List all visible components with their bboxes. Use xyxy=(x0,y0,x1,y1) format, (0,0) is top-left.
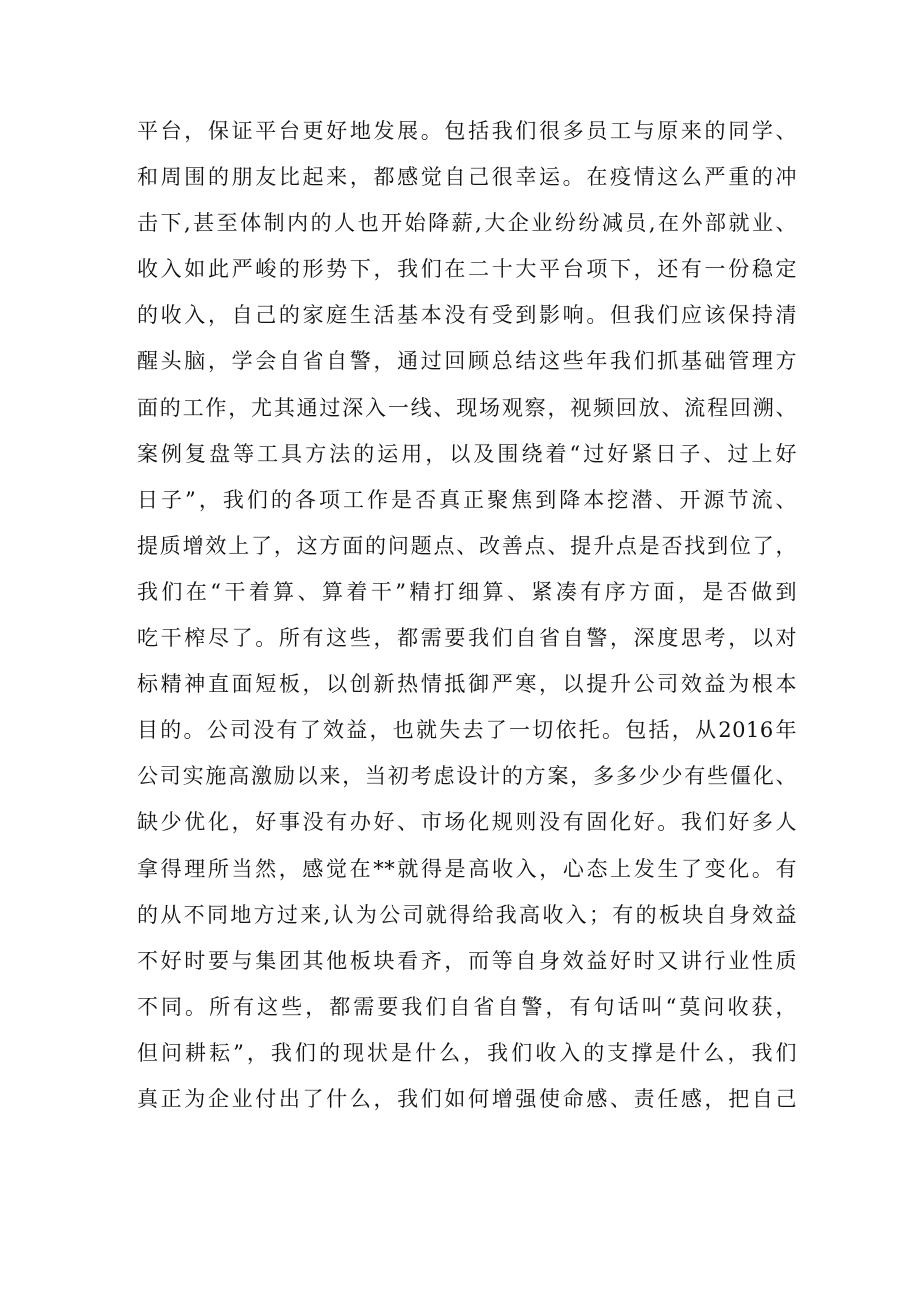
text-line: 和周围的朋友比起来，都感觉自己很幸运。在疫情这么严重的冲 xyxy=(137,165,797,190)
text-line: 案例复盘等工具方法的运用，以及围绕着“过好紧日子、过上好 xyxy=(137,441,797,466)
text-line: 标精神直面短板，以创新热情抵御严寒，以提升公司效益为根本 xyxy=(137,672,797,697)
text-line: 击下,甚至体制内的人也开始降薪,大企业纷纷减员,在外部就业、 xyxy=(137,211,797,236)
text-line: 吃干榨尽了。所有这些，都需要我们自省自警，深度思考，以对 xyxy=(137,626,797,651)
text-line: 提质增效上了，这方面的问题点、改善点、提升点是否找到位了， xyxy=(137,533,797,558)
text-line: 平台，保证平台更好地发展。包括我们很多员工与原来的同学、 xyxy=(137,119,797,143)
text-line: 我们在“干着算、算着干”精打细算、紧凑有序方面，是否做到 xyxy=(137,579,797,604)
text-line: 真正为企业付出了什么，我们如何增强使命感、责任感，把自己 xyxy=(137,1086,797,1111)
text-line: 公司实施高激励以来，当初考虑设计的方案，多多少少有些僵化、 xyxy=(137,764,797,789)
text-line: 目的。公司没有了效益，也就失去了一切依托。包括，从2016年 xyxy=(137,718,797,743)
text-line: 面的工作，尤其通过深入一线、现场观察，视频回放、流程回溯、 xyxy=(137,395,797,420)
text-line: 拿得理所当然，感觉在**就得是高收入，心态上发生了变化。有 xyxy=(137,856,797,881)
text-line: 醒头脑，学会自省自警，通过回顾总结这些年我们抓基础管理方 xyxy=(137,349,797,374)
text-line: 缺少优化，好事没有办好、市场化规则没有固化好。我们好多人 xyxy=(137,810,797,835)
text-line: 的收入，自己的家庭生活基本没有受到影响。但我们应该保持清 xyxy=(137,303,797,328)
text-line: 不好时要与集团其他板块看齐，而等自身效益好时又讲行业性质 xyxy=(137,948,797,973)
text-line: 的从不同地方过来,认为公司就得给我高收入；有的板块自身效益 xyxy=(137,902,797,927)
text-line: 日子”，我们的各项工作是否真正聚焦到降本挖潜、开源节流、 xyxy=(137,487,797,512)
text-line: 收入如此严峻的形势下，我们在二十大平台项下，还有一份稳定 xyxy=(137,257,797,282)
body-paragraph xyxy=(137,108,797,1122)
text-line: 但问耕耘”，我们的现状是什么，我们收入的支撑是什么，我们 xyxy=(137,1040,797,1065)
text-line: 不同。所有这些，都需要我们自省自警，有句话叫“莫问收获， xyxy=(137,994,797,1019)
